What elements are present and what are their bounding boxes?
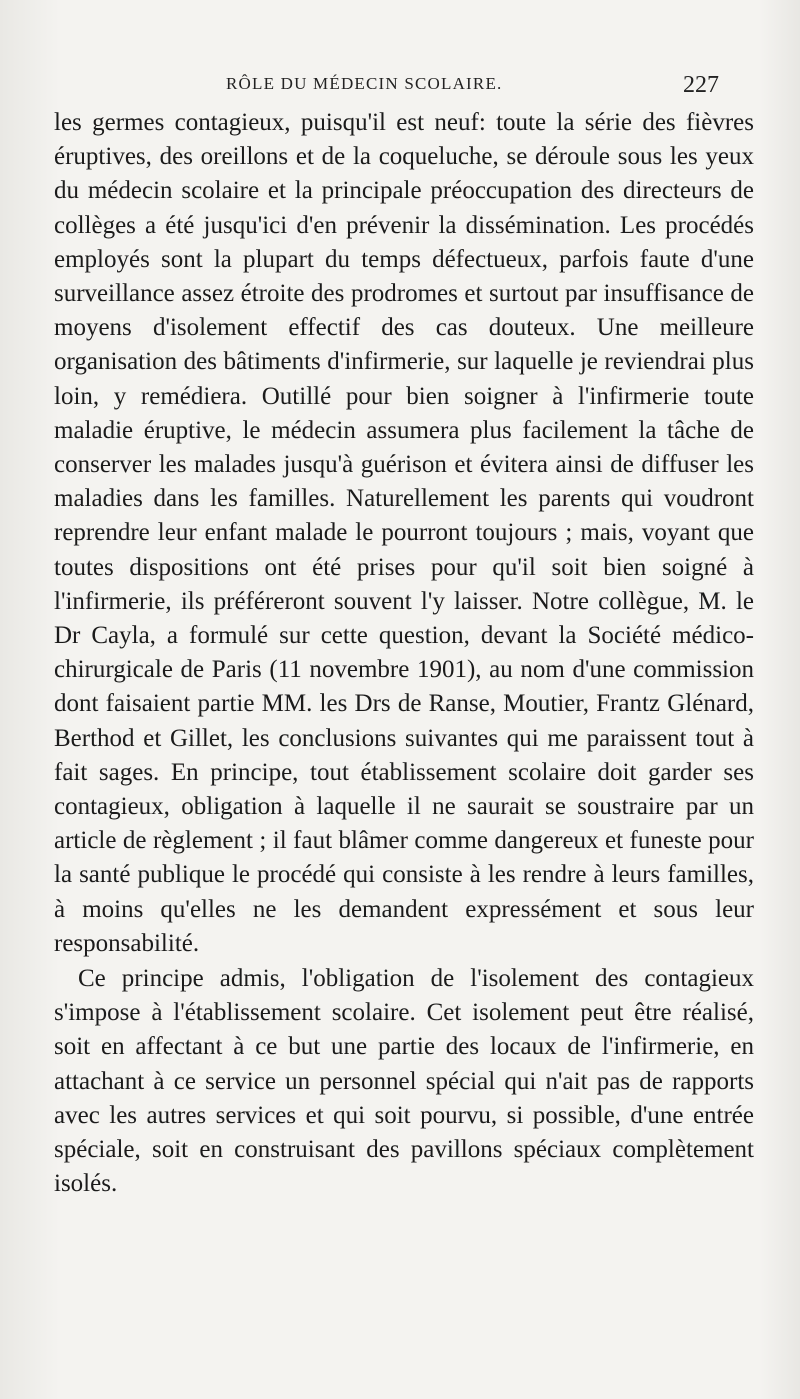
paragraph-1: les germes contagieux, puisqu'il est neuf: toute la série des fièvres éruptives, des oreillons et de la coqueluche, se déroule sous les yeux du médecin scolaire et la principale préoccupation des directeurs de collèges a été jusqu'ici d'en prévenir la dissémination. Les procédés employés sont la plupart du temps défectueux, parfois faute d'une surveillance assez étroite des prodromes et surtout par insuffisance de moyens d'isolement effectif des cas douteux. Une meilleure organisation des bâtiments d'infirmerie, sur laquelle je reviendrai plus loin, y remédiera. Outillé pour bien soigner à l'infirmerie toute maladie éruptive, le médecin assumera plus facilement la tâche de conserver les malades jusqu'à guérison et évitera ainsi de diffuser les maladies dans les familles. Naturellement les parents qui voudront reprendre leur enfant malade le pourront toujours ; mais, voyant que toutes dispositions ont été prises pour qu'il soit bien soigné à l'infirmerie, ils préféreront souvent l'y laisser. Notre collègue, M. le Dr Cayla, a formulé sur cette question, devant la Société médico-chirurgicale de Paris (11 novembre 1901), au nom d'une commission dont faisaient partie MM. les Drs de Ranse, Moutier, Frantz Glénard, Berthod et Gillet, les conclusions suivantes qui me paraissent tout à fait sages. En principe, tout établissement scolaire doit garder ses contagieux, obligation à laquelle il ne saurait se soustraire par un article de règlement ; il faut blâmer comme dangereux et funeste pour la santé publique le procédé qui consiste à les rendre à leurs familles, à moins qu'elles ne les demandent expressément et sous leur responsabilité. <box>54 109 754 957</box>
page-number: 227 <box>683 72 719 98</box>
page-header <box>0 74 800 104</box>
paragraph-2: Ce principe admis, l'obligation de l'isolement des contagieux s'impose à l'établissement scolaire. Cet isolement peut être réalisé, soit en affectant à ce but une partie des locaux de l'infirmerie, en attachant à ce service un personnel spécial qui n'ait pas de rapports avec les autres services et qui soit pourvu, si possible, d'une entrée spéciale, soit en construisant des pavillons spéciaux complètement isolés. <box>54 965 754 1198</box>
body-text <box>54 106 754 1202</box>
running-title: RÔLE DU MÉDECIN SCOLAIRE. <box>226 74 503 93</box>
